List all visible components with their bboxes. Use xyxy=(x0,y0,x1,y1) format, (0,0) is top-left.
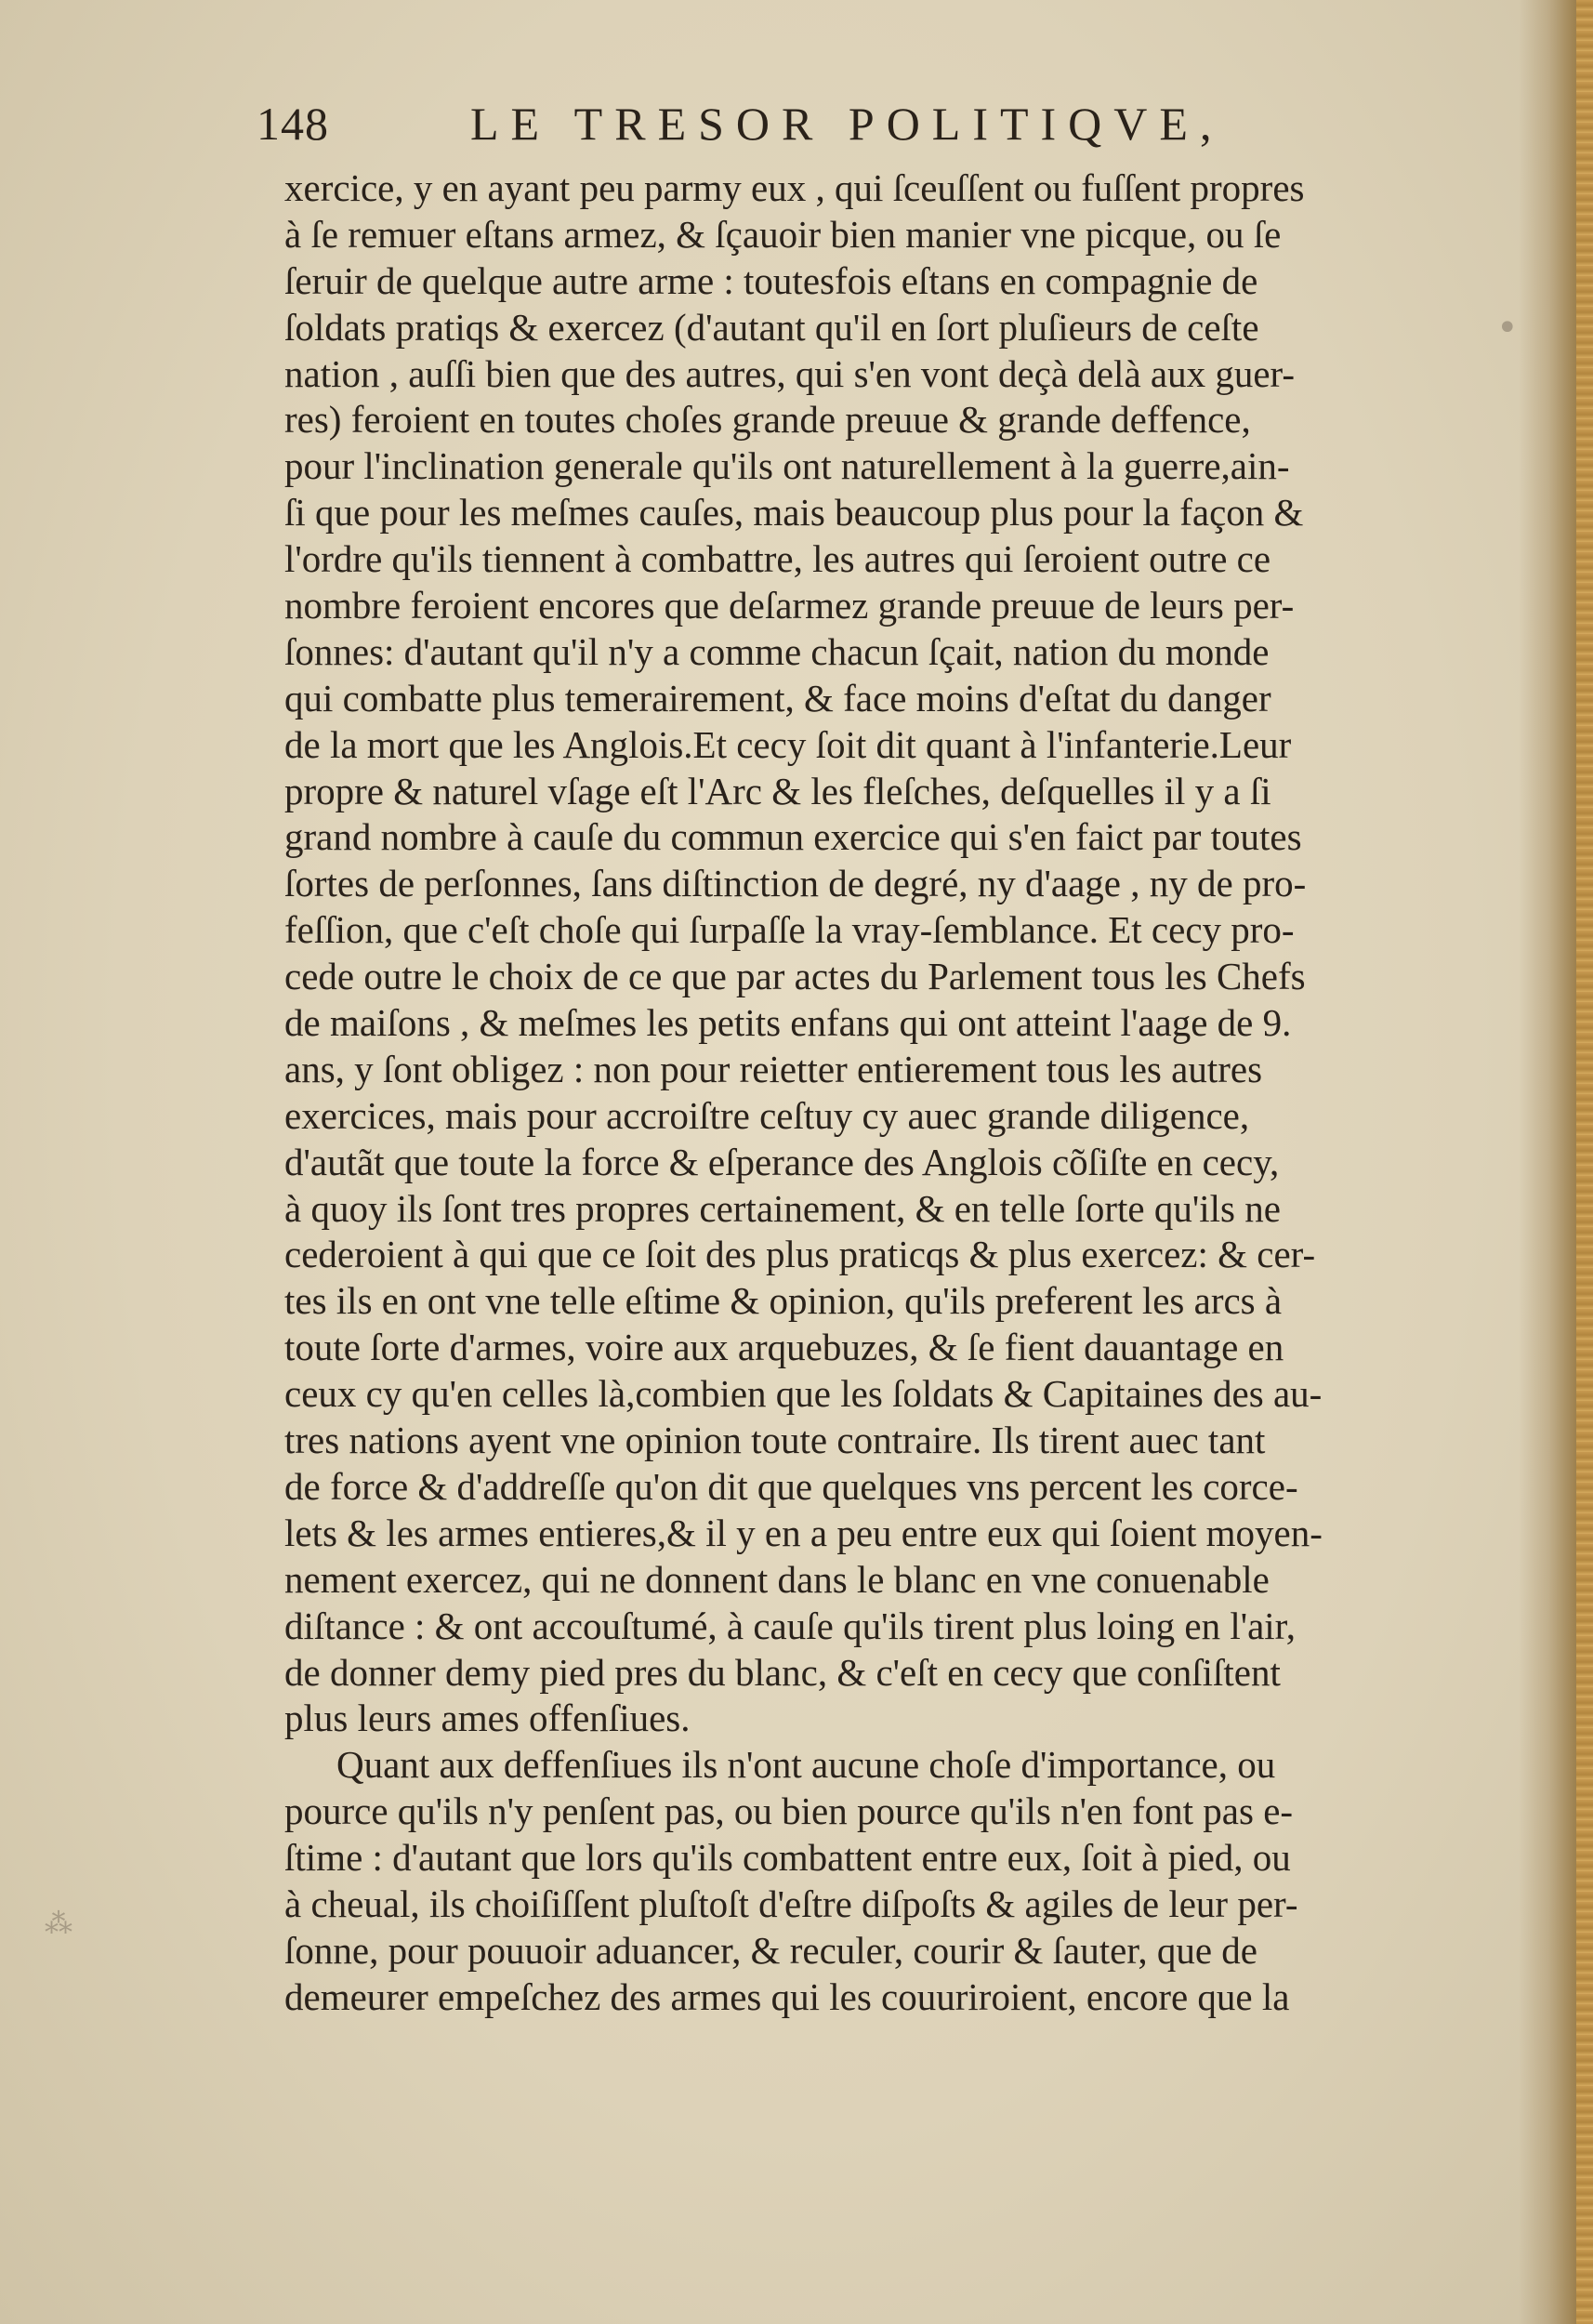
ink-bleed-mark: ⁂ xyxy=(45,1908,72,1940)
text-line: pource qu'ils n'y penſent pas, ou bien pource qu'ils n'en font pas e- xyxy=(284,1789,1294,1833)
text-line: ſonne, pour pouuoir aduancer, & reculer, courir & ſauter, que de xyxy=(284,1928,1258,1972)
text-line: ſonnes: d'autant qu'il n'y a comme chacun ſçait, nation du monde xyxy=(284,629,1270,673)
paragraph-start-line: Quant aux deffenſiues ils n'ont aucune choſe d'importance, ou xyxy=(336,1743,1276,1787)
text-line: ſoldats pratiqs & exercez (d'autant qu'il en ſort pluſieurs de ceſte xyxy=(284,305,1259,349)
text-line: ſi que pour les meſmes cauſes, mais beaucoup plus pour la façon & xyxy=(284,491,1304,535)
text-line: cede outre le choix de ce que par actes du Parlement tous les Chefs xyxy=(284,955,1306,998)
text-line: d'autãt que toute la force & eſperance des Anglois cõſiſte en cecy, xyxy=(284,1140,1280,1183)
text-line: de la mort que les Anglois.Et cecy ſoit dit quant à l'infanterie.Leur xyxy=(284,722,1292,766)
text-line: pour l'inclination generale qu'ils ont naturellement à la guerre,ain- xyxy=(284,444,1290,488)
text-line: ſeruir de quelque autre arme : toutesfois eſtans en compagnie de xyxy=(284,258,1258,302)
page-edge xyxy=(1576,0,1593,2324)
text-line: à cheual, ils choiſiſſent pluſtoſt d'eſtre diſpoſts & agiles de leur per- xyxy=(284,1882,1298,1925)
text-line: plus leurs ames offenſiues. xyxy=(284,1697,691,1740)
text-line: à ſe remuer eſtans armez, & ſçauoir bien manier vne picque, ou ſe xyxy=(284,212,1282,256)
ink-bleed-mark: • xyxy=(1496,307,1519,350)
text-line: grand nombre à cauſe du commun exercice qui s'en faict par toutes xyxy=(284,815,1302,859)
text-line: tes ils en ont vne telle eſtime & opinion, qu'ils preferent les arcs à xyxy=(284,1279,1283,1323)
text-line: nation , auſſi bien que des autres, qui s'en vont deçà delà aux guer- xyxy=(284,351,1296,395)
text-line: lets & les armes entieres,& il y en a peu entre eux qui ſoient moyen- xyxy=(284,1511,1323,1554)
text-line: à quoy ils ſont tres propres certainement, & en telle ſorte qu'ils ne xyxy=(284,1186,1281,1230)
text-line: xercice, y en ayant peu parmy eux , qui ſceuſſent ou fuſſent propres xyxy=(284,166,1305,209)
text-line: exercices, mais pour accroiſtre ceſtuy cy auec grande diligence, xyxy=(284,1093,1250,1137)
text-line: tres nations ayent vne opinion toute contraire. Ils tirent auec tant xyxy=(284,1419,1266,1462)
body-text xyxy=(284,165,1437,2021)
text-line: feſſion, que c'eſt choſe qui ſurpaſſe la vray-ſemblance. Et cecy pro- xyxy=(284,908,1295,952)
text-line: cederoient à qui que ce ſoit des plus praticqs & plus exercez: & cer- xyxy=(284,1233,1316,1276)
text-line: diſtance : & ont accouſtumé, à cauſe qu'ils tirent plus loing en l'air, xyxy=(284,1604,1296,1647)
text-line: l'ordre qu'ils tiennent à combattre, les autres qui ſeroient outre ce xyxy=(284,537,1271,581)
text-line: res) feroient en toutes choſes grande preuue & grande deffence, xyxy=(284,398,1251,442)
text-line: de maiſons , & meſmes les petits enfans qui ont atteint l'aage de 9. xyxy=(284,1001,1292,1045)
text-line: qui combatte plus temerairement, & face moins d'eſtat du danger xyxy=(284,676,1271,720)
page-header xyxy=(257,97,1465,162)
text-line: de force & d'addreſſe qu'on dit que quelques vns percent les corce- xyxy=(284,1464,1298,1508)
text-line: nement exercez, qui ne donnent dans le blanc en vne conuenable xyxy=(284,1557,1270,1601)
text-line: toute ſorte d'armes, voire aux arquebuzes, & ſe fient dauantage en xyxy=(284,1326,1284,1369)
text-line: demeurer empeſchez des armes qui les couuriroient, encore que la xyxy=(284,1974,1290,2018)
text-line: ans, y ſont obligez : non pour reietter entierement tous les autres xyxy=(284,1047,1263,1090)
text-line: nombre feroient encores que deſarmez grande preuue de leurs per- xyxy=(284,584,1295,627)
text-line: propre & naturel vſage eſt l'Arc & les fleſches, deſquelles il y a ſi xyxy=(284,769,1271,812)
text-line: ceux cy qu'en celles là,combien que les ſoldats & Capitaines des au- xyxy=(284,1372,1323,1416)
text-line: de donner demy pied pres du blanc, & c'eſt en cecy que conſiſtent xyxy=(284,1650,1281,1694)
text-line: ſortes de perſonnes, ſans diſtinction de degré, ny d'aage , ny de pro- xyxy=(284,862,1307,905)
page-number: 148 xyxy=(257,98,329,150)
running-head: LE TRESOR POLITIQVE, xyxy=(470,98,1224,150)
text-line: ſtime : d'autant que lors qu'ils combattent entre eux, ſoit à pied, ou xyxy=(284,1836,1291,1880)
